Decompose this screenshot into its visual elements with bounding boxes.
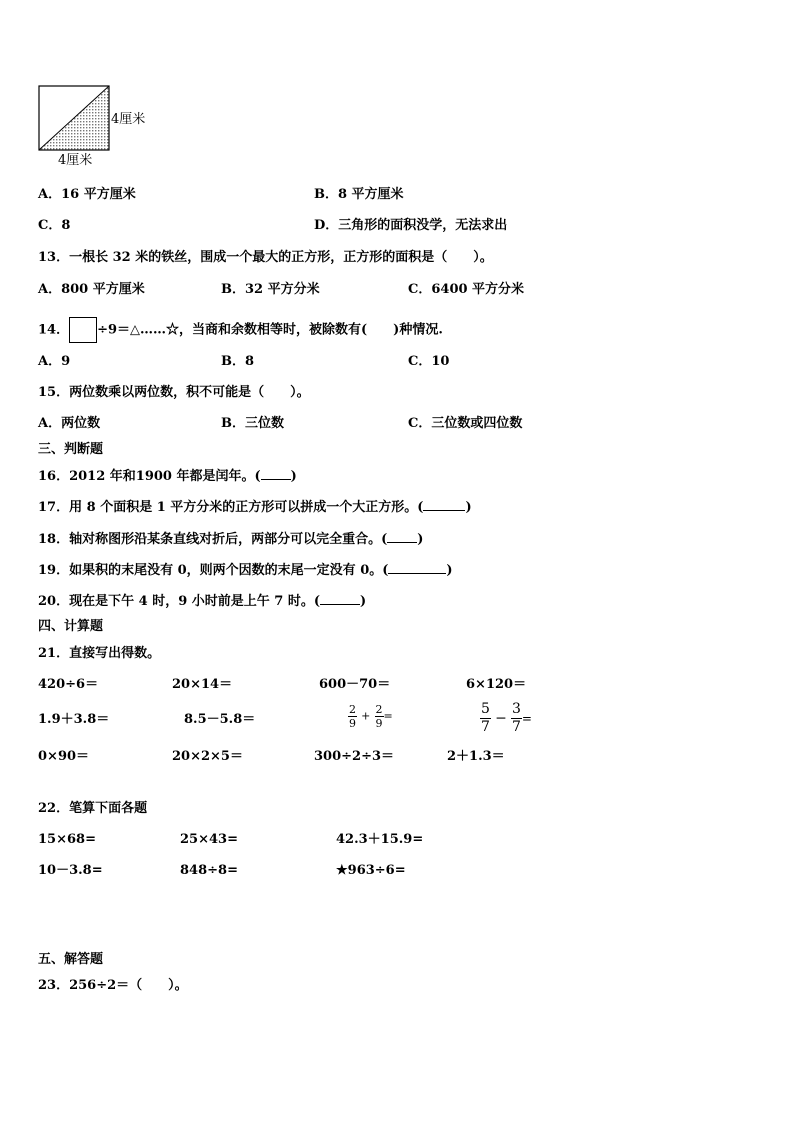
q22-stem: 22．笔算下面各题 xyxy=(38,801,148,816)
q19-answer-blank[interactable] xyxy=(388,562,446,574)
calc-item: 2＋1.3＝ xyxy=(447,749,505,764)
q19-text: 19．如果积的末尾没有 0，则两个因数的末尾一定没有 0。( xyxy=(38,563,389,578)
q19 xyxy=(38,562,453,579)
denominator: 7 xyxy=(481,719,490,735)
fraction-expression-1 xyxy=(348,703,393,730)
q14-option-a[interactable]: A．9 xyxy=(38,354,71,369)
calc-item: 20×14＝ xyxy=(172,677,233,692)
calc-item: 300÷2÷3＝ xyxy=(314,749,395,764)
fraction xyxy=(511,701,522,736)
figure-side-label: 4厘米 xyxy=(111,112,146,127)
q13-option-a[interactable]: A．800 平方厘米 xyxy=(38,282,145,297)
q12-option-b[interactable]: B．8 平方厘米 xyxy=(314,187,404,202)
figure-bottom-label: 4厘米 xyxy=(58,153,93,168)
q12-option-a[interactable]: A．16 平方厘米 xyxy=(38,187,136,202)
denominator: 7 xyxy=(511,719,521,735)
q14-text: ÷9＝△……☆，当商和余数相等时，被除数有( )种情况. xyxy=(97,322,443,338)
q16 xyxy=(38,468,297,485)
q15-stem: 15．两位数乘以两位数，积不可能是（ ）。 xyxy=(38,385,310,400)
fraction xyxy=(348,703,357,730)
fraction xyxy=(480,701,491,736)
calc-item: 15×68= xyxy=(38,832,96,847)
q12-option-d[interactable]: D．三角形的面积没学，无法求出 xyxy=(314,218,508,233)
q15-option-b[interactable]: B．三位数 xyxy=(221,416,284,431)
square-figure xyxy=(38,85,110,151)
calc-item: 6×120＝ xyxy=(466,677,527,692)
q18-close: ) xyxy=(417,532,424,547)
q17 xyxy=(38,499,472,516)
fraction-expression-2 xyxy=(480,701,532,736)
equals-sign: = xyxy=(521,711,532,726)
denominator: 9 xyxy=(349,717,356,730)
denominator: 9 xyxy=(375,717,383,730)
q18 xyxy=(38,531,423,548)
q18-text: 18．轴对称图形沿某条直线对折后，两部分可以完全重合。( xyxy=(38,532,388,547)
q20 xyxy=(38,593,366,610)
calc-item: 8.5－5.8＝ xyxy=(184,712,256,727)
q15-option-a[interactable]: A．两位数 xyxy=(38,416,101,431)
q14-stem xyxy=(38,317,443,343)
q17-answer-blank[interactable] xyxy=(423,499,465,511)
q20-answer-blank[interactable] xyxy=(320,593,360,605)
q16-text: 16．2012 年和1900 年都是闰年。( xyxy=(38,469,261,484)
numerator: 3 xyxy=(511,701,521,717)
numerator: 2 xyxy=(349,703,356,716)
q14-option-b[interactable]: B．8 xyxy=(221,354,255,369)
calc-item: 10－3.8= xyxy=(38,863,103,878)
q14-option-c[interactable]: C．10 xyxy=(408,354,450,369)
section-heading-judgement: 三、判断题 xyxy=(38,442,104,457)
section-heading-solutions: 五、解答题 xyxy=(38,952,104,967)
minus-sign: − xyxy=(495,710,507,727)
equals-sign: = xyxy=(383,709,393,723)
numerator: 2 xyxy=(375,703,383,716)
answer-box[interactable] xyxy=(69,317,97,343)
q19-close: ) xyxy=(446,563,453,578)
section-heading-calculation: 四、计算题 xyxy=(38,619,104,634)
q21-stem: 21．直接写出得数。 xyxy=(38,646,161,661)
calc-item: ★963÷6= xyxy=(336,863,406,878)
calc-item: 0×90＝ xyxy=(38,749,90,764)
calc-item: 848÷8= xyxy=(180,863,238,878)
fraction xyxy=(375,703,384,730)
calc-item: 20×2×5＝ xyxy=(172,749,243,764)
q23-stem: 23．256÷2＝（ ）。 xyxy=(38,978,188,993)
calc-item: 420÷6＝ xyxy=(38,677,99,692)
q16-close: ) xyxy=(290,469,297,484)
square-diagram xyxy=(38,85,110,151)
calc-item: 25×43= xyxy=(180,832,238,847)
plus-sign: + xyxy=(361,709,371,723)
q18-answer-blank[interactable] xyxy=(387,531,417,543)
q13-option-b[interactable]: B．32 平方分米 xyxy=(221,282,320,297)
q20-close: ) xyxy=(360,594,367,609)
q15-option-c[interactable]: C．三位数或四位数 xyxy=(408,416,523,431)
calc-item: 600－70＝ xyxy=(319,677,391,692)
calc-item: 1.9＋3.8＝ xyxy=(38,712,110,727)
q13-option-c[interactable]: C．6400 平方分米 xyxy=(408,282,525,297)
q13-stem: 13．一根长 32 米的铁丝，围成一个最大的正方形，正方形的面积是（ ）。 xyxy=(38,250,493,265)
q17-text: 17．用 8 个面积是 1 平方分米的正方形可以拼成一个大正方形。( xyxy=(38,500,424,515)
q12-option-c[interactable]: C．8 xyxy=(38,218,71,233)
numerator: 5 xyxy=(481,701,490,717)
q17-close: ) xyxy=(465,500,472,515)
calc-item: 42.3＋15.9= xyxy=(336,832,424,847)
q16-answer-blank[interactable] xyxy=(261,468,291,480)
q20-text: 20．现在是下午 4 时，9 小时前是上午 7 时。( xyxy=(38,594,321,609)
q14-number: 14． xyxy=(38,322,70,338)
